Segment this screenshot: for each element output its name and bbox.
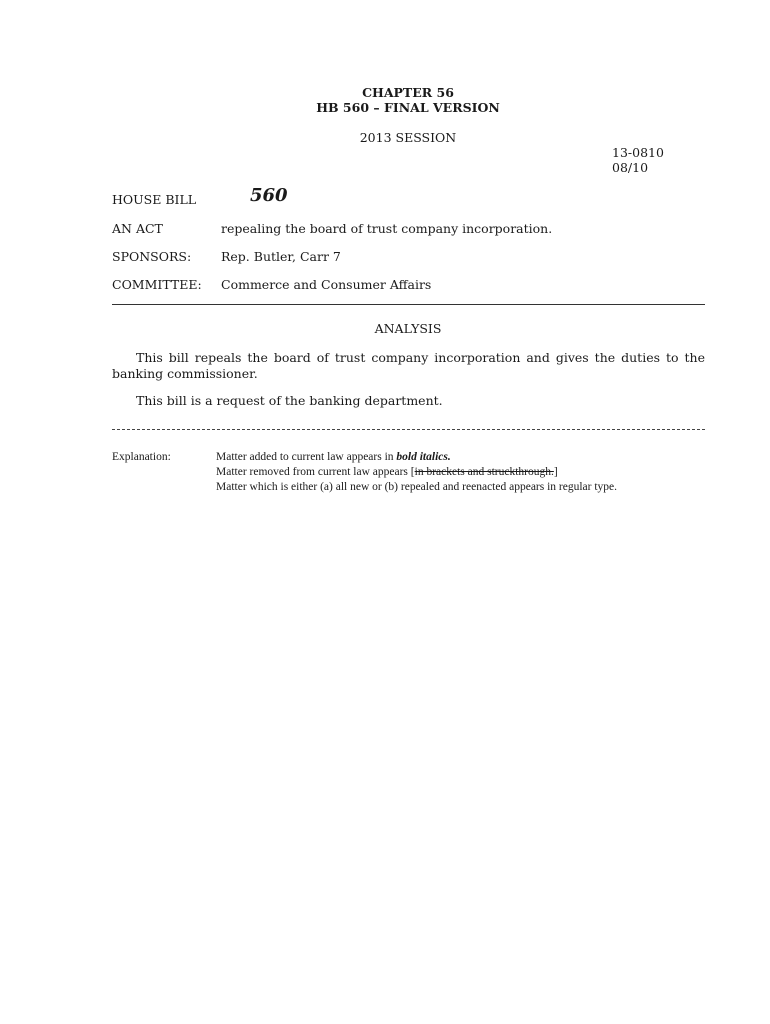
bold-italics-sample: bold italics.: [396, 451, 451, 463]
chapter-title: CHAPTER 56: [362, 85, 454, 100]
explanation-line-added-prefix: Matter added to current law appears in: [216, 451, 397, 463]
analysis-paragraph-1: This bill repeals the board of trust company incorporation and gives the duties to the banking commissioner.: [112, 350, 705, 381]
act-label: AN ACT: [112, 221, 163, 236]
bill-version-title: HB 560 – FINAL VERSION: [316, 100, 500, 115]
act-text: repealing the board of trust company incorporation.: [221, 221, 553, 236]
dashed-divider: [112, 429, 705, 430]
analysis-heading: ANALYSIS: [374, 321, 442, 336]
committee-text: Commerce and Consumer Affairs: [221, 277, 432, 292]
committee-label: COMMITTEE:: [112, 277, 202, 292]
struckthrough-sample: in brackets and struckthrough.: [414, 466, 554, 478]
explanation-line-removed: [216, 466, 558, 478]
document-date: 08/10: [612, 160, 649, 175]
explanation-line-added: [216, 451, 451, 463]
sponsors-label: SPONSORS:: [112, 249, 192, 264]
analysis-paragraph-2: This bill is a request of the banking department.: [136, 393, 443, 408]
explanation-line-regular: Matter which is either (a) all new or (b) repealed and reenacted appears in regular type.: [216, 481, 618, 493]
sponsors-text: Rep. Butler, Carr 7: [221, 249, 341, 264]
explanation-line-removed-prefix: Matter removed from current law appears: [216, 466, 411, 478]
bracket-close: ]: [553, 466, 558, 478]
header-divider: [112, 304, 705, 305]
document-number: 13-0810: [612, 145, 664, 160]
explanation-label: Explanation:: [112, 451, 171, 463]
session-label: 2013 SESSION: [359, 130, 457, 145]
house-bill-label: HOUSE BILL: [112, 192, 197, 207]
house-bill-number: 560: [250, 185, 288, 206]
bracket-open: [: [410, 466, 415, 478]
